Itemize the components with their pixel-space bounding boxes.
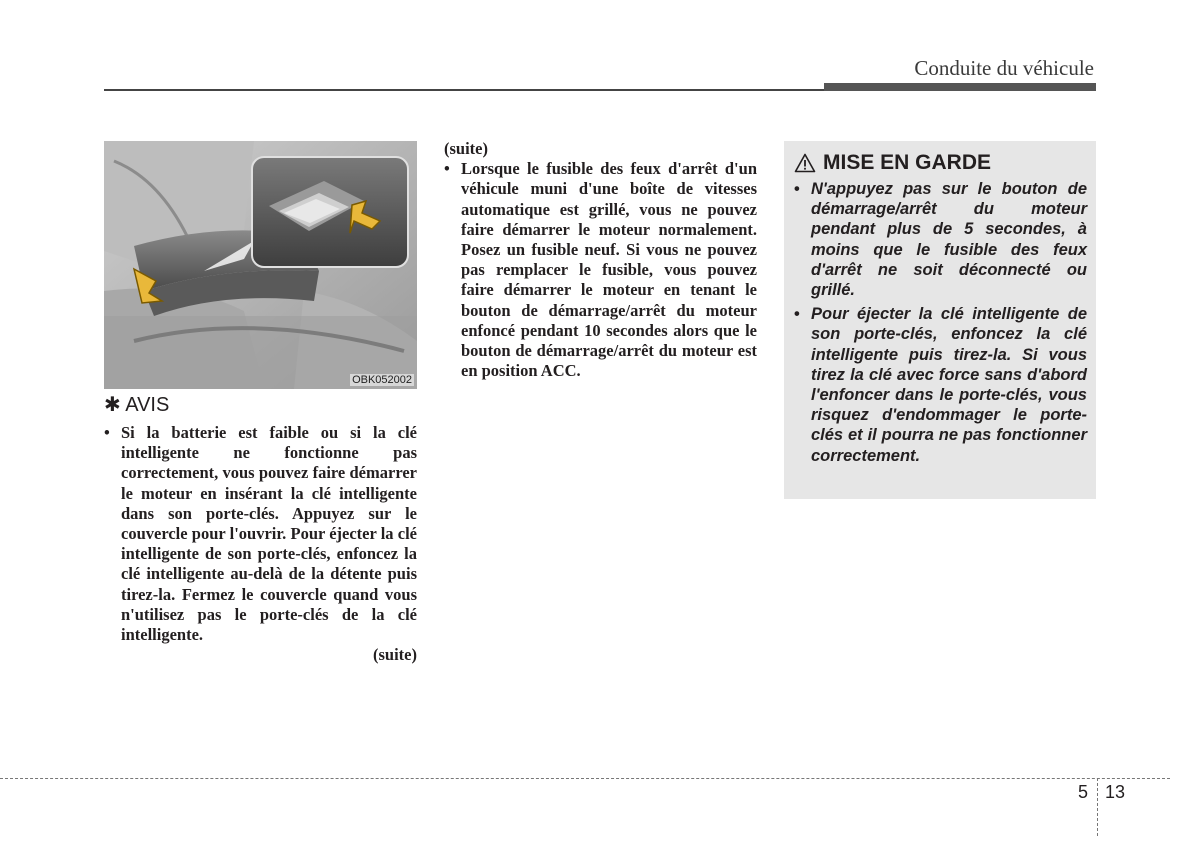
footer-page-separator [1097, 778, 1098, 836]
bullet-marker: • [794, 305, 800, 324]
caution-item-text: N'appuyez pas sur le bouton de démarrage/arrêt du moteur pendant plus de 5 secondes, à moins que le fusible des feux d'arrêt ne soit déconnecté ou grillé. [811, 180, 1087, 300]
bullet-marker: • [794, 180, 800, 198]
avis-heading [104, 392, 169, 417]
bullet-marker: • [444, 159, 450, 179]
caution-item [794, 304, 1087, 466]
continued-label: (suite) [373, 645, 417, 665]
avis-bullet-item [104, 423, 417, 645]
caution-title: MISE EN GARDE [823, 151, 992, 174]
avis-title: AVIS [125, 394, 170, 416]
page-number: 13 [1105, 782, 1126, 802]
continued-column [444, 139, 757, 381]
header-rule-accent [824, 83, 1096, 91]
caution-list [794, 179, 1087, 466]
avis-note [104, 423, 417, 665]
chapter-number: 5 [1078, 782, 1089, 802]
avis-text: Si la batterie est faible ou si la clé intelligente ne fonctionne pas correctement, vous pouvez faire démarrer le moteur en insérant la clé intelligente dans son porte-clés. Appuyez sur le couvercle pour l'ouvrir. Pour éjecter la clé intelligente de son porte-clés, enfoncez la clé intelligente au-delà de la détente puis tirez-la. Fermez le couvercle quand vous n'utilisez pas le porte-clés de la clé intelligente. [121, 423, 417, 645]
armrest-illustration [104, 141, 417, 389]
caution-box [784, 141, 1096, 499]
figure-code: OBK052002 [352, 374, 412, 386]
caution-item-text: Pour éjecter la clé intelligente de son porte-clés, enfoncez la clé intelligente puis tirez-la. Si vous tirez la clé avec force sans d'abord l'enfoncer dans le porte-clés, vous risquez d'endommager le porte-clés et il pourra ne pas fonctionner correctement. [811, 305, 1087, 465]
continued-label-top: (suite) [444, 139, 488, 158]
footer-divider [0, 778, 1170, 779]
fuse-bullet-item [444, 159, 757, 381]
header-rule [104, 89, 824, 91]
section-title: Conduite du véhicule [914, 56, 1094, 80]
asterisk-icon: ✱ [104, 394, 121, 416]
armrest-drawing [104, 141, 417, 389]
fuse-text: Lorsque le fusible des feux d'arrêt d'un véhicule muni d'une boîte de vitesses automatique est grillé, vous ne pouvez faire démarrer le moteur normalement. Posez un fusible neuf. Si vous ne pouvez pas remplacer le fusible, vous pouvez faire démarrer le moteur en tenant le bouton de démarrage/arrêt du moteur enfoncé pendant 10 secondes alors que le bouton de démarrage/arrêt du moteur est en position ACC. [461, 159, 757, 381]
caution-heading [794, 151, 1087, 175]
caution-item [794, 179, 1087, 300]
bullet-marker: • [104, 423, 110, 442]
warning-triangle-icon [794, 153, 816, 173]
